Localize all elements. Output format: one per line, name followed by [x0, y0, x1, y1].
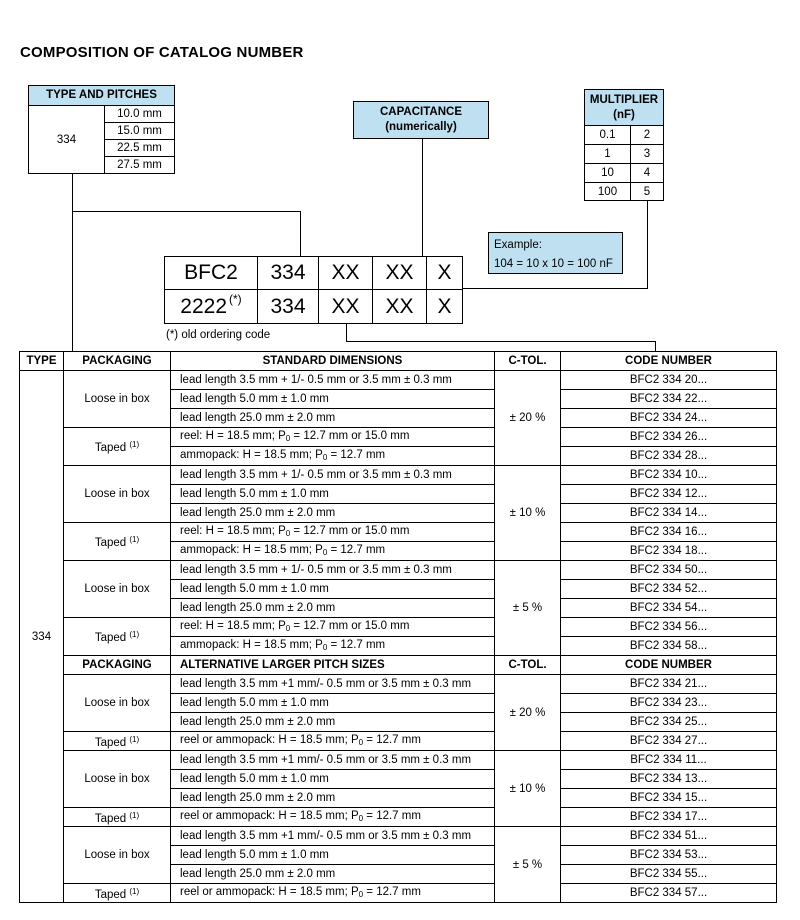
code-number: BFC2 334 12... [561, 485, 777, 504]
table-row [20, 884, 777, 903]
reelammo-text: reel or ammopack: H = 18.5 mm; P [180, 885, 359, 898]
tolerance-cell: ± 20 % [495, 675, 561, 751]
connector-line [72, 174, 73, 352]
example-formula: 104 = 10 x 10 = 100 nF [494, 258, 613, 270]
dim-cell: lead length 5.0 mm ± 1.0 mm [171, 770, 495, 789]
dim-cell: lead length 5.0 mm ± 1.0 mm [171, 846, 495, 865]
reelammo-text: = 12.7 mm [363, 733, 421, 746]
reel-text: = 12.7 mm or 15.0 mm [290, 619, 410, 632]
taped-note: (1) [129, 810, 140, 820]
code-cell: XX [372, 256, 427, 290]
capacitance-label: CAPACITANCE [380, 106, 462, 118]
subscript: 0 [285, 623, 291, 633]
subscript: 0 [358, 813, 364, 823]
packaging-loose: Loose in box [64, 827, 171, 884]
code-cell: 334 [257, 256, 319, 290]
dim-cell [171, 618, 495, 637]
tolerance-cell: ± 10 % [495, 751, 561, 827]
ammo-text: ammopack: H = 18.5 mm; P [180, 543, 323, 556]
example-label: Example: [494, 239, 542, 251]
packaging-loose: Loose in box [64, 561, 171, 618]
code-cell: X [426, 289, 463, 324]
tolerance-cell: ± 5 % [495, 561, 561, 656]
dim-cell: lead length 25.0 mm ± 2.0 mm [171, 713, 495, 732]
dim-cell [171, 542, 495, 561]
dim-cell: lead length 3.5 mm +1 mm/- 0.5 mm or 3.5 mm ± 0.3 mm [171, 675, 495, 694]
table-row [20, 732, 777, 751]
code-cell [164, 289, 258, 324]
connector-line [72, 211, 301, 212]
multiplier-digit: 2 [630, 125, 664, 145]
multiplier-digit: 5 [630, 182, 664, 201]
table-subheader-row [20, 656, 777, 675]
table-row [20, 466, 777, 485]
dim-cell: lead length 5.0 mm ± 1.0 mm [171, 485, 495, 504]
dim-cell: lead length 25.0 mm ± 2.0 mm [171, 865, 495, 884]
taped-label: Taped [94, 442, 127, 454]
multiplier-value: 10 [584, 163, 631, 183]
subscript: 0 [322, 452, 328, 462]
packaging-taped [64, 884, 171, 903]
multiplier-label: MULTIPLIER [589, 94, 659, 106]
col-header-type: TYPE [20, 352, 64, 371]
dim-cell: lead length 25.0 mm ± 2.0 mm [171, 599, 495, 618]
dim-cell [171, 732, 495, 751]
taped-label: Taped [94, 736, 127, 749]
packaging-taped [64, 732, 171, 751]
dim-cell: lead length 3.5 mm +1 mm/- 0.5 mm or 3.5 mm ± 0.3 mm [171, 827, 495, 846]
code-cell: BFC2 [164, 256, 258, 290]
taped-label: Taped [94, 812, 127, 825]
table-row [20, 371, 777, 390]
taped-note: (1) [129, 535, 140, 544]
taped-note: (1) [129, 734, 140, 744]
pitch-item: 27.5 mm [104, 156, 175, 174]
code-number: BFC2 334 55... [561, 865, 777, 884]
code-number: BFC2 334 28... [561, 447, 777, 466]
code-number: BFC2 334 20... [561, 371, 777, 390]
code-number: BFC2 334 54... [561, 599, 777, 618]
taped-label: Taped [94, 632, 127, 644]
table-row [20, 675, 777, 694]
example-box [488, 232, 623, 274]
subscript: 0 [322, 642, 328, 652]
reelammo-text: reel or ammopack: H = 18.5 mm; P [180, 809, 359, 822]
code-cell: XX [318, 289, 373, 324]
reelammo-text: = 12.7 mm [363, 885, 421, 898]
col-header-code: CODE NUMBER [561, 352, 777, 371]
capacitance-sublabel: (numerically) [385, 121, 457, 133]
pitch-item: 10.0 mm [104, 105, 175, 123]
old-code-footnote: (*) old ordering code [166, 329, 271, 341]
multiplier-unit: (nF) [613, 109, 635, 121]
code-cell: X [426, 256, 463, 290]
subscript: 0 [358, 737, 364, 747]
packaging-taped [64, 523, 171, 561]
table-row [20, 523, 777, 542]
col-header-ctol: C-TOL. [495, 352, 561, 371]
code-number: BFC2 334 51... [561, 827, 777, 846]
code-number: BFC2 334 21... [561, 675, 777, 694]
packaging-taped [64, 618, 171, 656]
code-number: BFC2 334 11... [561, 751, 777, 770]
reel-text: reel: H = 18.5 mm; P [180, 524, 286, 537]
reel-text: = 12.7 mm or 15.0 mm [290, 429, 410, 442]
code-cell: XX [318, 256, 373, 290]
ammo-text: = 12.7 mm [327, 638, 386, 651]
multiplier-digit: 3 [630, 144, 664, 164]
code-number: BFC2 334 53... [561, 846, 777, 865]
pitch-item: 22.5 mm [104, 139, 175, 157]
old-code-mark: (*) [229, 291, 242, 306]
multiplier-value: 0.1 [584, 125, 631, 145]
dim-cell: lead length 5.0 mm ± 1.0 mm [171, 390, 495, 409]
dim-cell [171, 447, 495, 466]
code-number: BFC2 334 58... [561, 637, 777, 656]
code-cell: XX [372, 289, 427, 324]
tolerance-cell: ± 5 % [495, 827, 561, 903]
connector-line [647, 201, 648, 289]
packaging-loose: Loose in box [64, 466, 171, 523]
code-number: BFC2 334 13... [561, 770, 777, 789]
connector-line [422, 139, 423, 257]
packaging-loose: Loose in box [64, 675, 171, 732]
code-number: BFC2 334 27... [561, 732, 777, 751]
ammo-text: = 12.7 mm [327, 448, 386, 461]
code-number: BFC2 334 25... [561, 713, 777, 732]
type-cell: 334 [20, 371, 64, 903]
multiplier-digit: 4 [630, 163, 664, 183]
subscript: 0 [322, 547, 328, 557]
code-number: BFC2 334 17... [561, 808, 777, 827]
connector-line [346, 323, 347, 342]
type-value: 334 [28, 105, 105, 174]
code-number: BFC2 334 23... [561, 694, 777, 713]
table-row [20, 561, 777, 580]
connector-line [300, 211, 301, 257]
packaging-taped [64, 428, 171, 466]
col-header-alternative: ALTERNATIVE LARGER PITCH SIZES [171, 656, 495, 675]
dim-cell: lead length 3.5 mm + 1/- 0.5 mm or 3.5 mm ± 0.3 mm [171, 371, 495, 390]
taped-note: (1) [129, 440, 140, 449]
code-number: BFC2 334 24... [561, 409, 777, 428]
subscript: 0 [358, 889, 364, 899]
tolerance-cell: ± 10 % [495, 466, 561, 561]
taped-note: (1) [129, 886, 140, 896]
dim-cell [171, 884, 495, 903]
dim-cell [171, 428, 495, 447]
multiplier-header [584, 89, 664, 126]
dim-cell: lead length 3.5 mm + 1/- 0.5 mm or 3.5 mm ± 0.3 mm [171, 466, 495, 485]
col-header-packaging: PACKAGING [64, 656, 171, 675]
subscript: 0 [285, 433, 291, 443]
table-row [20, 751, 777, 770]
ammo-text: ammopack: H = 18.5 mm; P [180, 448, 323, 461]
code-number: BFC2 334 15... [561, 789, 777, 808]
page-title: COMPOSITION OF CATALOG NUMBER [20, 44, 304, 61]
code-number: BFC2 334 56... [561, 618, 777, 637]
dim-cell: lead length 25.0 mm ± 2.0 mm [171, 409, 495, 428]
col-header-code: CODE NUMBER [561, 656, 777, 675]
code-number: BFC2 334 22... [561, 390, 777, 409]
dim-cell [171, 808, 495, 827]
code-number: BFC2 334 18... [561, 542, 777, 561]
table-row [20, 618, 777, 637]
table-header-row [20, 352, 777, 371]
col-header-ctol: C-TOL. [495, 656, 561, 675]
capacitance-box [353, 101, 489, 139]
code-cell: 334 [257, 289, 319, 324]
ammo-text: = 12.7 mm [327, 543, 386, 556]
connector-line [346, 341, 656, 342]
table-row [20, 808, 777, 827]
col-header-standard: STANDARD DIMENSIONS [171, 352, 495, 371]
dim-cell [171, 523, 495, 542]
tolerance-cell: ± 20 % [495, 371, 561, 466]
old-code: 2222 [180, 294, 228, 318]
table-row [20, 428, 777, 447]
multiplier-value: 1 [584, 144, 631, 164]
dim-cell: lead length 25.0 mm ± 2.0 mm [171, 789, 495, 808]
reel-text: reel: H = 18.5 mm; P [180, 619, 286, 632]
packaging-loose: Loose in box [64, 751, 171, 808]
col-header-packaging: PACKAGING [64, 352, 171, 371]
connector-line [463, 288, 648, 289]
code-number: BFC2 334 14... [561, 504, 777, 523]
code-number: BFC2 334 57... [561, 884, 777, 903]
dim-cell: lead length 3.5 mm +1 mm/- 0.5 mm or 3.5 mm ± 0.3 mm [171, 751, 495, 770]
taped-note: (1) [129, 630, 140, 639]
dim-cell: lead length 3.5 mm + 1/- 0.5 mm or 3.5 mm ± 0.3 mm [171, 561, 495, 580]
pitch-item: 15.0 mm [104, 122, 175, 140]
code-number: BFC2 334 16... [561, 523, 777, 542]
dim-cell [171, 637, 495, 656]
table-row [20, 827, 777, 846]
dim-cell: lead length 25.0 mm ± 2.0 mm [171, 504, 495, 523]
code-number: BFC2 334 52... [561, 580, 777, 599]
code-number: BFC2 334 26... [561, 428, 777, 447]
code-number: BFC2 334 10... [561, 466, 777, 485]
reelammo-text: reel or ammopack: H = 18.5 mm; P [180, 733, 359, 746]
multiplier-value: 100 [584, 182, 631, 201]
catalog-table [19, 351, 777, 903]
reelammo-text: = 12.7 mm [363, 809, 421, 822]
taped-label: Taped [94, 888, 127, 901]
ammo-text: ammopack: H = 18.5 mm; P [180, 638, 323, 651]
type-pitches-header: TYPE AND PITCHES [28, 85, 175, 106]
reel-text: reel: H = 18.5 mm; P [180, 429, 286, 442]
reel-text: = 12.7 mm or 15.0 mm [290, 524, 410, 537]
packaging-loose: Loose in box [64, 371, 171, 428]
dim-cell: lead length 5.0 mm ± 1.0 mm [171, 580, 495, 599]
dim-cell: lead length 5.0 mm ± 1.0 mm [171, 694, 495, 713]
code-number: BFC2 334 50... [561, 561, 777, 580]
subscript: 0 [285, 528, 291, 538]
taped-label: Taped [94, 537, 127, 549]
packaging-taped [64, 808, 171, 827]
